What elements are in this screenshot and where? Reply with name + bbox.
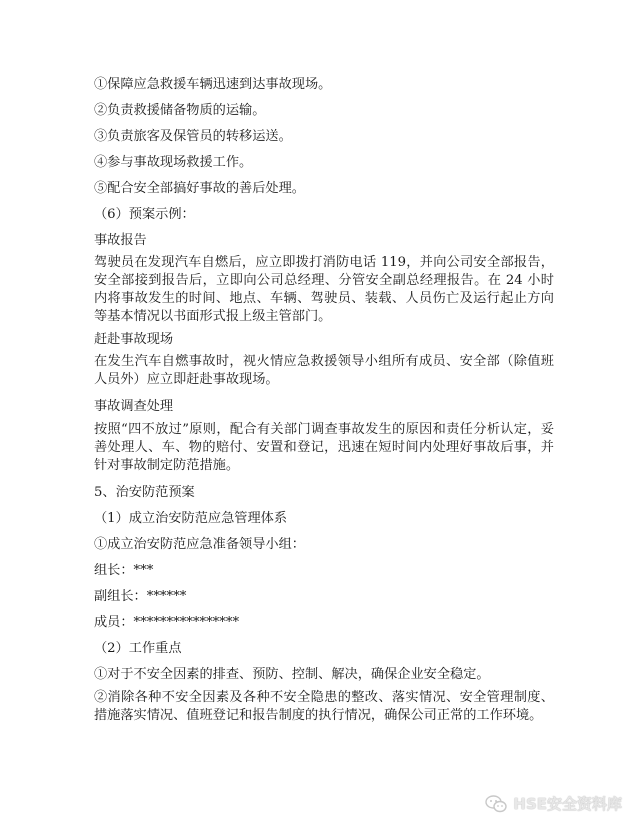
section-heading: （6）预案示例： [94,207,195,222]
paragraph-report: 驾驶员在发现汽车自燃后，应立即拨打消防电话 119，并向公司安全部报告，安全部接到报告后，立即向公司总经理、分管安全副总经理报告。在 24 小时内将事故发生的时间、地点、车辆、驾驶员、装载、人员伤亡及运行起止方向等基本情况以书面形式报上级主管部门。 [94,255,554,324]
section-heading: 赶赴事故现场 [94,332,174,347]
list-item: ①对于不安全因素的排查、预防、控制、解决，确保企业安全稳定。 [94,667,490,682]
section-heading: 事故调查处理 [94,399,174,414]
subsection-title: （1）成立治安防范应急管理体系 [94,511,288,526]
paragraph-investigation: 按照“四不放过”原则，配合有关部门调查事故发生的原因和责任分析认定，妥善处理人、车、物的赔付、安置和登记，迅速在短时间内处理好事故后事，并针对事故制定防范措施。 [94,422,554,473]
watermark [485,793,622,814]
wechat-icon [485,795,507,813]
paragraph-item2: ②消除各种不安全因素及各种不安全隐患的整改、落实情况、安全管理制度、措施落实情况、值班登记和报告制度的执行情况，确保公司正常的工作环境。 [94,690,554,723]
list-item: ①成立治安防范应急准备领导小组： [94,537,305,552]
paragraph-rush: 在发生汽车自燃事故时，视火情应急救援领导小组所有成员、安全部（除值班人员外）应立即赶赴事故现场。 [94,354,554,387]
subsection-title: （2）工作重点 [94,641,182,656]
section-title: 5、治安防范预案 [94,485,195,500]
watermark-text: HSE安全资料库 [513,795,622,813]
list-item: ②负责救援储备物质的运输。 [94,103,266,118]
members-line: 成员：**************** [94,615,240,630]
section-heading: 事故报告 [94,233,147,248]
list-item: ④参与事故现场救援工作。 [94,155,253,170]
vice-leader-line: 副组长：****** [94,589,187,604]
leader-line: 组长：*** [94,563,154,578]
list-item: ①保障应急救援车辆迅速到达事故现场。 [94,77,332,92]
list-item: ③负责旅客及保管员的转移运送。 [94,129,292,144]
list-item: ⑤配合安全部搞好事故的善后处理。 [94,181,305,196]
